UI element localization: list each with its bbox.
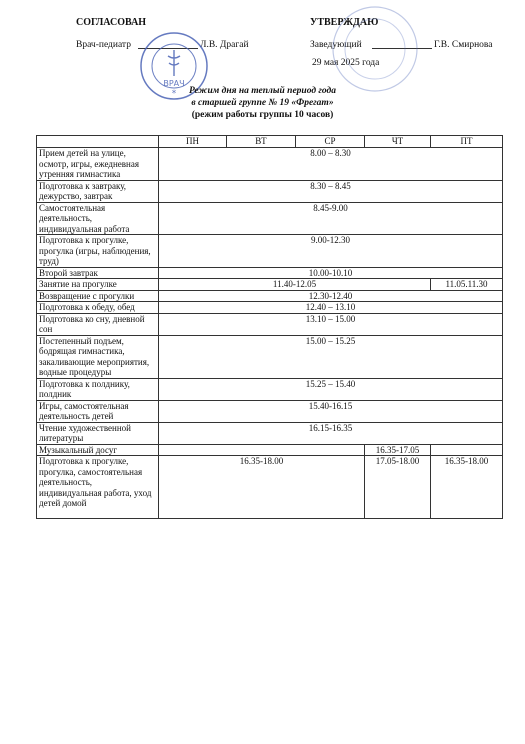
document-note: (режим работы группы 10 часов) bbox=[191, 110, 334, 120]
table-row bbox=[37, 202, 503, 235]
activity-cell: Постепенный подъем, бодрящая гимнастика, закаливающие мероприятия, водные процедуры bbox=[37, 335, 159, 378]
time-cell: 9.00-12.30 bbox=[159, 235, 503, 268]
table-row bbox=[37, 313, 503, 335]
activity-cell: Подготовка к прогулке, прогулка, самостоятельная деятельность, индивидуальная работа, уход детей домой bbox=[37, 456, 159, 519]
table-row bbox=[37, 400, 503, 422]
approval-left-position: Врач-педиатр bbox=[76, 40, 131, 50]
time-cell-fri: 16.35-18.00 bbox=[431, 456, 503, 519]
time-cell: 15.25 – 15.40 bbox=[159, 378, 503, 400]
table-row bbox=[37, 422, 503, 444]
seal-stamp-text: ВРАЧ bbox=[163, 79, 185, 88]
table-row bbox=[37, 279, 503, 291]
activity-cell: Подготовка к прогулке, прогулка (игры, наблюдения, труд) bbox=[37, 235, 159, 268]
time-cell-mon-wed: 16.35-18.00 bbox=[159, 456, 365, 519]
time-cell: 12.30-12.40 bbox=[159, 290, 503, 302]
time-cell-empty bbox=[159, 444, 365, 456]
time-cell: 8.00 – 8.30 bbox=[159, 148, 503, 181]
activity-cell: Чтение художественной литературы bbox=[37, 422, 159, 444]
time-cell-thu: 16.35-17.05 bbox=[365, 444, 431, 456]
time-cell: 8.45-9.00 bbox=[159, 202, 503, 235]
activity-cell: Возвращение с прогулки bbox=[37, 290, 159, 302]
time-cell-fri-empty bbox=[431, 444, 503, 456]
approval-right-title: УТВЕРЖДАЮ bbox=[310, 17, 379, 28]
table-header-row bbox=[37, 136, 503, 148]
activity-cell: Подготовка к полднику, полдник bbox=[37, 378, 159, 400]
time-cell-mon-thu: 11.40-12.05 bbox=[159, 279, 431, 291]
activity-cell: Игры, самостоятельная деятельность детей bbox=[37, 400, 159, 422]
document-subtitle: в старшей группе № 19 «Фрегат» bbox=[191, 98, 334, 108]
time-cell: 16.15-16.35 bbox=[159, 422, 503, 444]
time-cell: 12.40 – 13.10 bbox=[159, 302, 503, 314]
table-row bbox=[37, 235, 503, 268]
activity-cell: Подготовка ко сну, дневной сон bbox=[37, 313, 159, 335]
time-cell: 15.40-16.15 bbox=[159, 400, 503, 422]
approval-right-name: Г.В. Смирнова bbox=[434, 40, 493, 50]
activity-cell: Прием детей на улице, осмотр, игры, ежедневная утренняя гимнастика bbox=[37, 148, 159, 181]
approval-left-name: Л.В. Драгай bbox=[200, 40, 249, 50]
header-day-thu: ЧТ bbox=[365, 136, 431, 148]
activity-cell: Занятие на прогулке bbox=[37, 279, 159, 291]
table-row bbox=[37, 302, 503, 314]
time-cell: 15.00 – 15.25 bbox=[159, 335, 503, 378]
activity-cell: Самостоятельная деятельность, индивидуальная работа bbox=[37, 202, 159, 235]
table-row bbox=[37, 180, 503, 202]
approval-right-position: Заведующий bbox=[310, 40, 362, 50]
time-cell: 10.00-10.10 bbox=[159, 267, 503, 279]
time-cell-thu: 17.05-18.00 bbox=[365, 456, 431, 519]
table-row bbox=[37, 267, 503, 279]
header-day-mon: ПН bbox=[159, 136, 227, 148]
activity-cell: Музыкальный досуг bbox=[37, 444, 159, 456]
time-cell: 8.30 – 8.45 bbox=[159, 180, 503, 202]
table-row bbox=[37, 444, 503, 456]
document-title: Режим дня на теплый период года bbox=[188, 86, 337, 96]
table-row bbox=[37, 335, 503, 378]
approval-left-title: СОГЛАСОВАН bbox=[76, 17, 147, 28]
table-row bbox=[37, 290, 503, 302]
organization-seal-icon bbox=[330, 4, 420, 94]
time-cell-fri: 11.05.11.30 bbox=[431, 279, 503, 291]
header-day-fri: ПТ bbox=[431, 136, 503, 148]
header-day-tue: ВТ bbox=[227, 136, 296, 148]
activity-cell: Второй завтрак bbox=[37, 267, 159, 279]
activity-cell: Подготовка к обеду, обед bbox=[37, 302, 159, 314]
table-row bbox=[37, 456, 503, 519]
svg-text:*: * bbox=[171, 89, 177, 99]
approval-date: 29 мая 2025 года bbox=[312, 58, 380, 68]
activity-cell: Подготовка к завтраку, дежурство, завтрак bbox=[37, 180, 159, 202]
header-activity-cell bbox=[37, 136, 159, 148]
daily-schedule-table bbox=[36, 135, 503, 519]
table-row bbox=[37, 378, 503, 400]
table-row bbox=[37, 148, 503, 181]
header-day-wed: СР bbox=[296, 136, 365, 148]
time-cell: 13.10 – 15.00 bbox=[159, 313, 503, 335]
